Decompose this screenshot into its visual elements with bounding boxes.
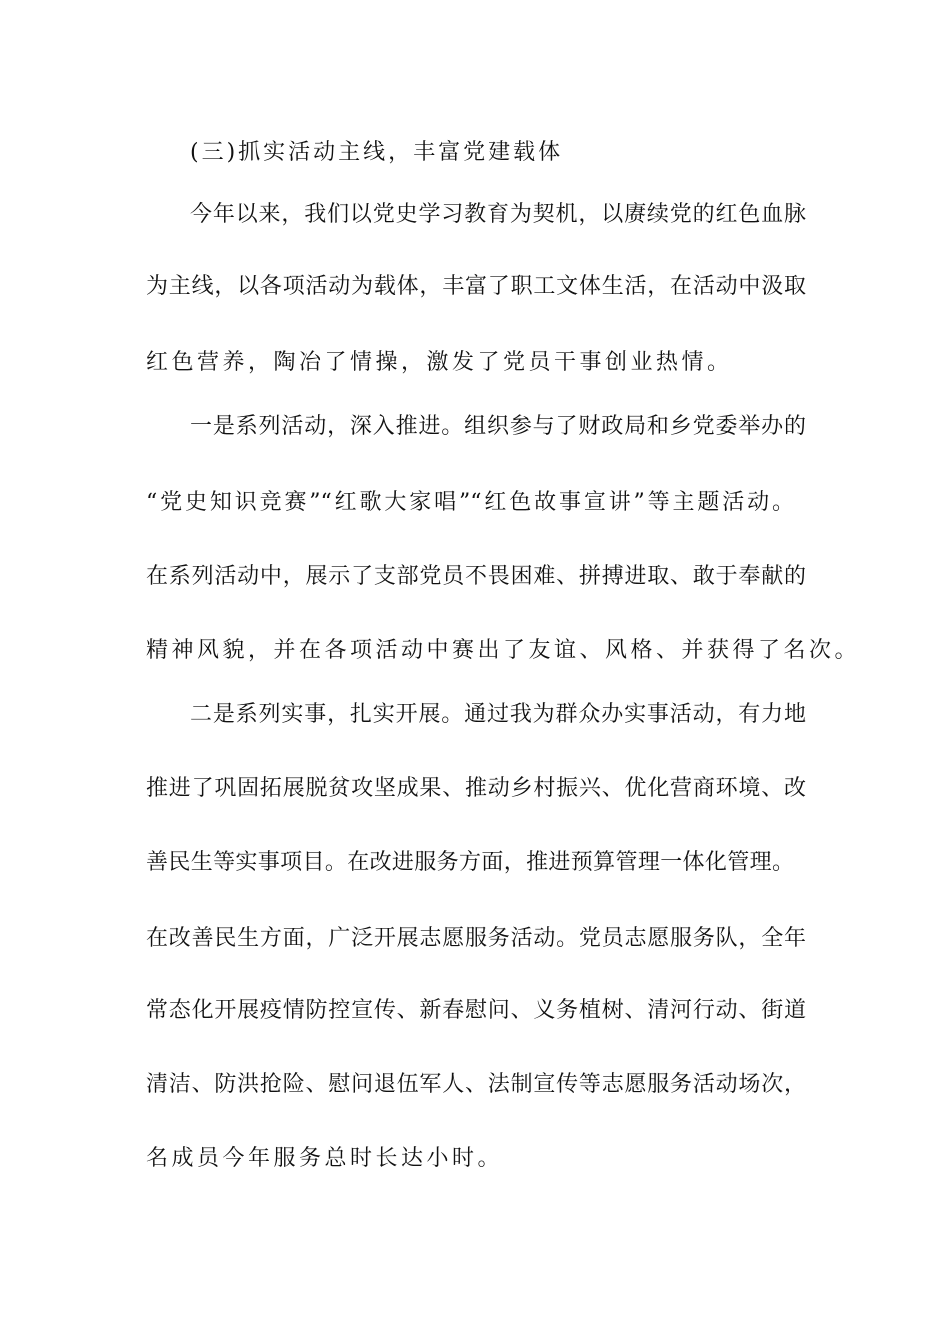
paragraph-line: 为主线，以各项活动为载体，丰富了职工文体生活，在活动中汲取 [146,274,806,299]
paragraph-line: 今年以来，我们以党史学习教育为契机，以赓续党的红色血脉 [190,202,806,227]
paragraph-line: 在改善民生方面，广泛开展志愿服务活动。党员志愿服务队，全年 [146,926,806,951]
paragraph-line: 名成员今年服务总时长达小时。 [146,1146,504,1171]
paragraph-line: 二是系列实事，扎实开展。通过我为群众办实事活动，有力地 [190,702,806,727]
section-heading: (三)抓实活动主线，丰富党建载体 [190,140,564,165]
paragraph-line: 清洁、防洪抢险、慰问退伍军人、法制宣传等志愿服务活动场次， [146,1072,806,1097]
paragraph-line: 善民生等实事项目。在改进服务方面，推进预算管理一体化管理。 [146,850,794,875]
paragraph-line: 在系列活动中，展示了支部党员不畏困难、拼搏进取、敢于奉献的 [146,564,806,589]
paragraph-line: “党史知识竞赛”“红歌大家唱”“红色故事宣讲”等主题活动。 [146,490,794,515]
paragraph-line: 推进了巩固拓展脱贫攻坚成果、推动乡村振兴、优化营商环境、改 [146,776,806,801]
paragraph-line: 一是系列活动，深入推进。组织参与了财政局和乡党委举办的 [190,414,806,439]
paragraph-line: 红色营养，陶冶了情操，激发了党员干事创业热情。 [146,350,733,375]
paragraph-line: 精神风貌，并在各项活动中赛出了友谊、风格、并获得了名次。 [146,638,861,663]
paragraph-line: 常态化开展疫情防控宣传、新春慰问、义务植树、清河行动、街道 [146,998,806,1023]
